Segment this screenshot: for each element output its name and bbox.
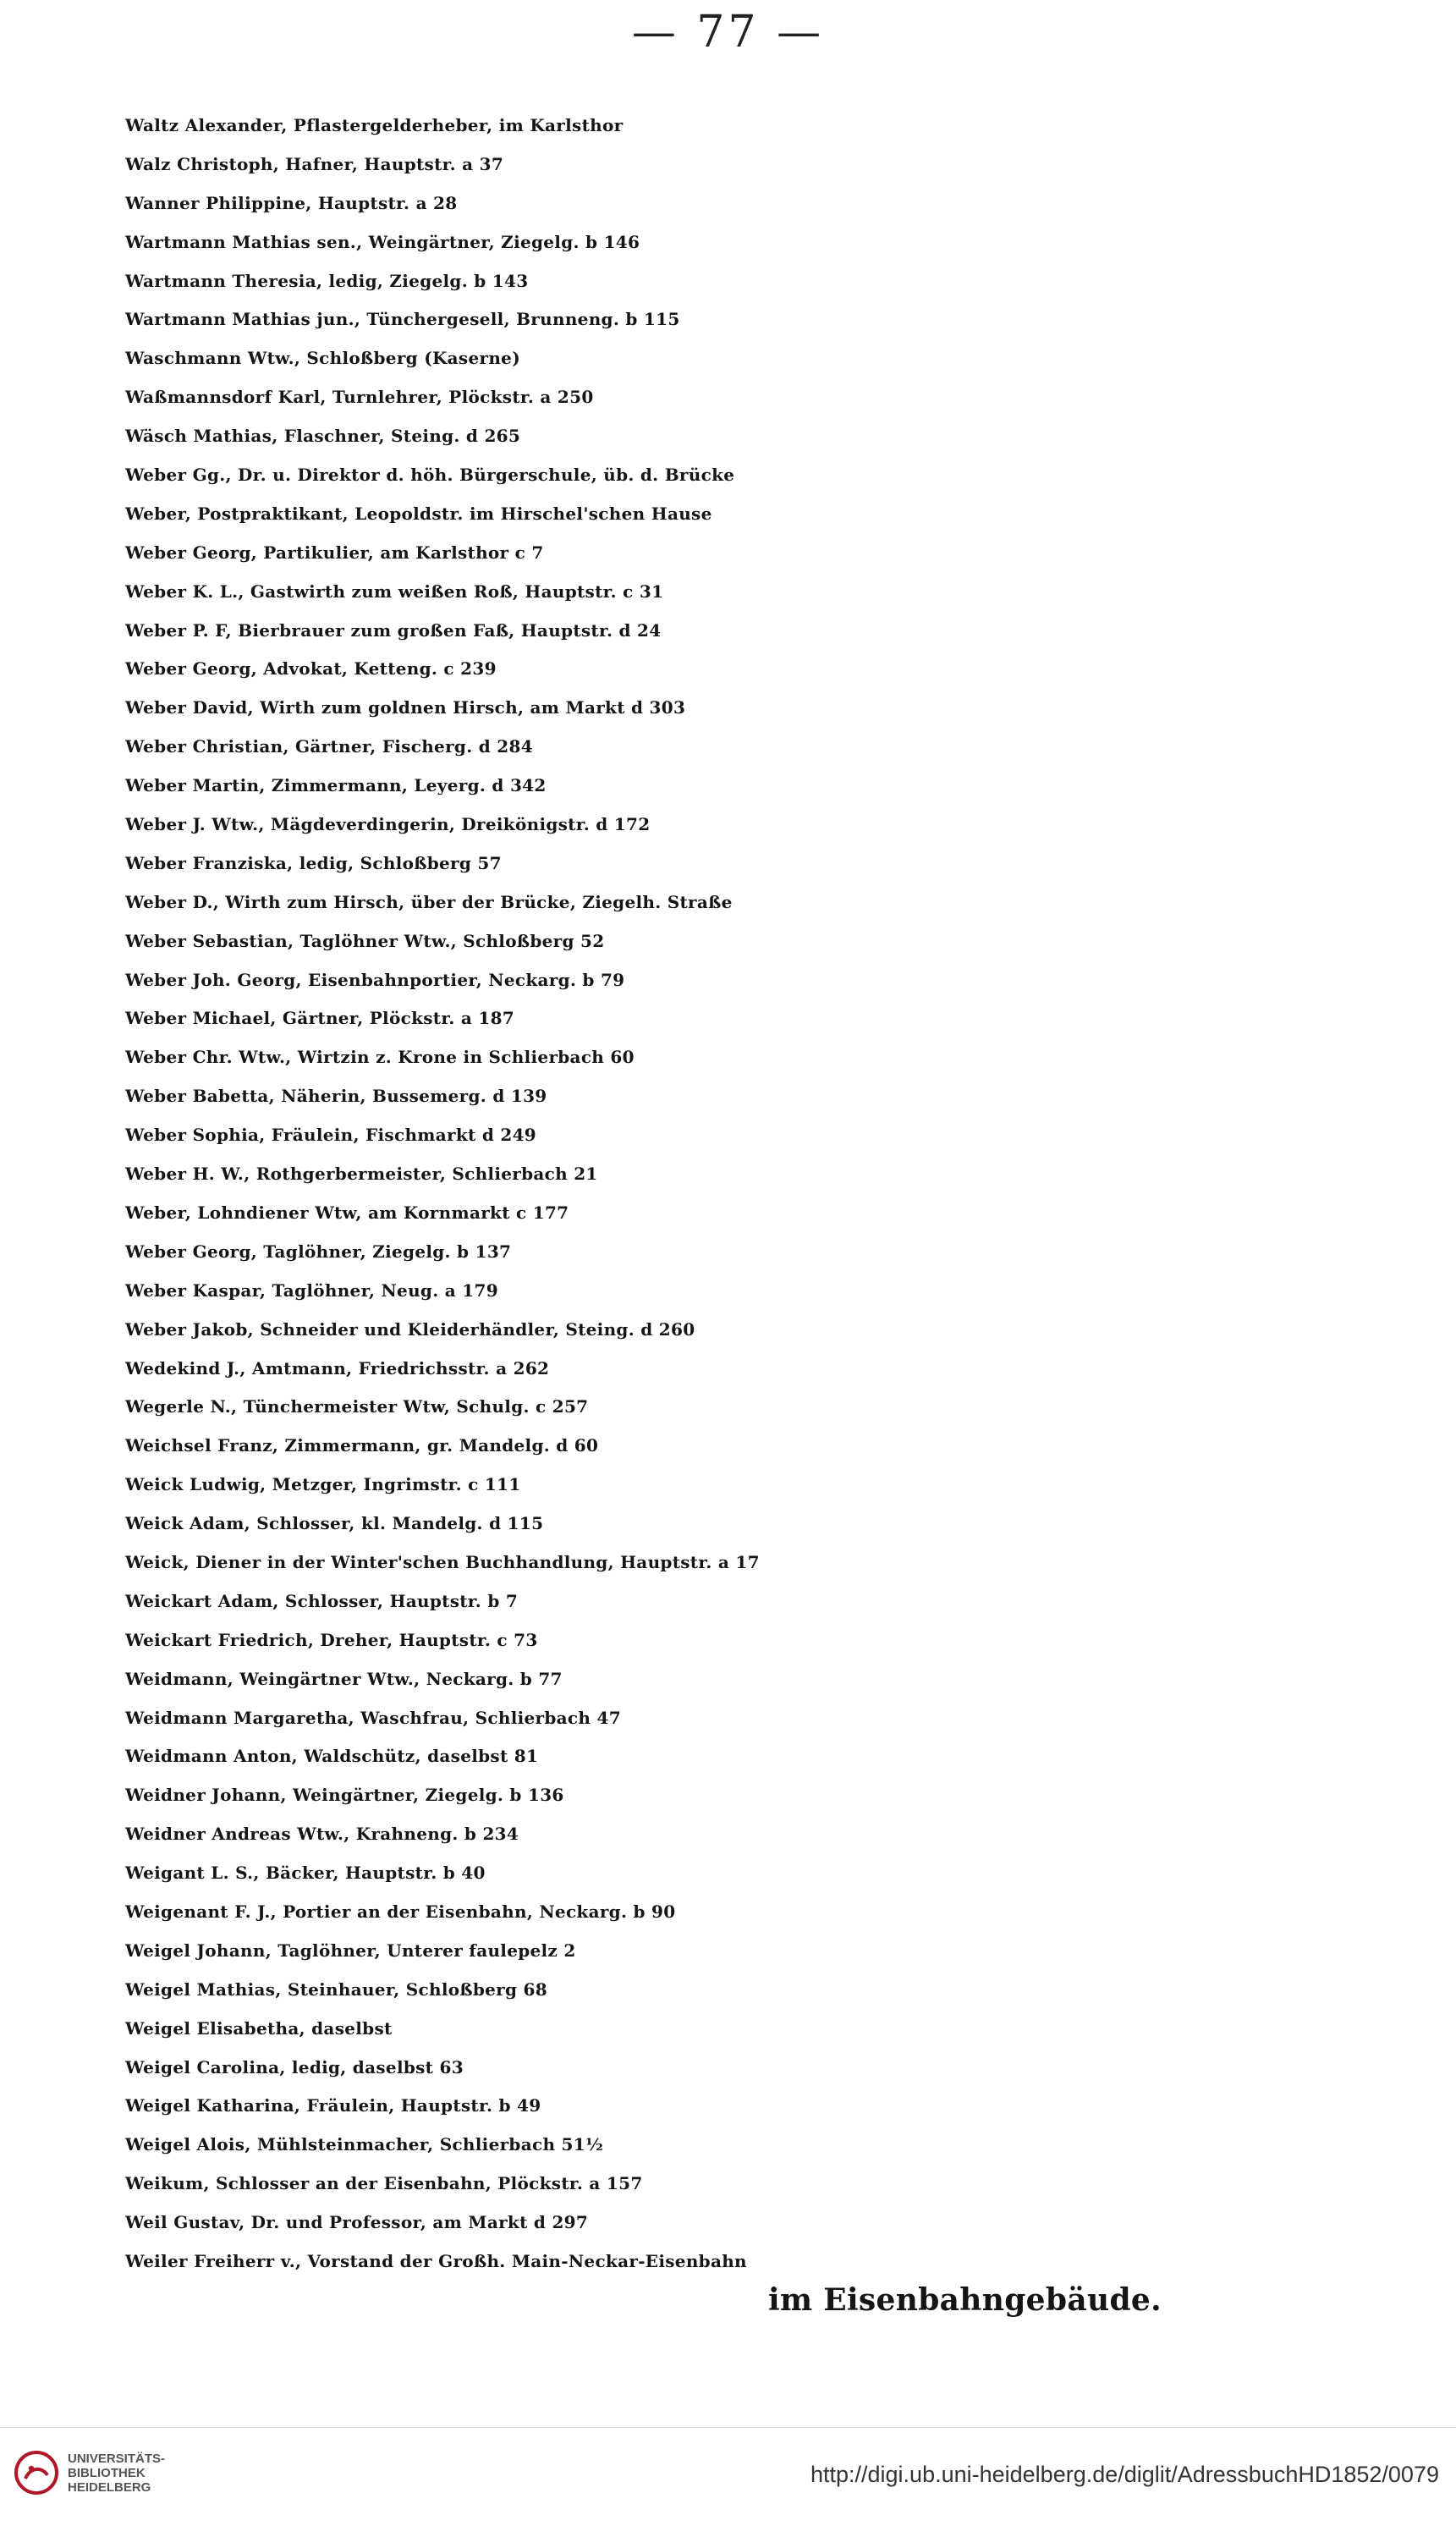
- directory-entry: Weigel Katharina, Fräulein, Hauptstr. b 49: [125, 2095, 541, 2116]
- directory-entry: Weick Adam, Schlosser, kl. Mandelg. d 115: [125, 1513, 544, 1534]
- directory-entry: Weber Jakob, Schneider und Kleiderhändler, Steing. d 260: [125, 1318, 695, 1340]
- library-name-line-1: UNIVERSITÄTS-: [68, 2451, 166, 2466]
- footer-bar: [0, 2427, 1456, 2537]
- directory-entry: Weber K. L., Gastwirth zum weißen Roß, Hauptstr. c 31: [125, 581, 664, 602]
- directory-entry: Weigenant F. J., Portier an der Eisenbahn, Neckarg. b 90: [125, 1901, 676, 1922]
- directory-entry: Weber Georg, Advokat, Ketteng. c 239: [125, 658, 497, 680]
- directory-entry: Weber, Postpraktikant, Leopoldstr. im Hirschel'schen Hause: [125, 503, 712, 524]
- source-url-link[interactable]: http://digi.ub.uni-heidelberg.de/diglit/AdressbuchHD1852/0079: [810, 2462, 1439, 2487]
- directory-entry: Weil Gustav, Dr. und Professor, am Markt d 297: [125, 2212, 589, 2233]
- directory-entry: Weigel Alois, Mühlsteinmacher, Schlierbach 51½: [125, 2134, 604, 2155]
- directory-entry: Weigel Carolina, ledig, daselbst 63: [125, 2056, 464, 2077]
- directory-entry: Weidner Johann, Weingärtner, Ziegelg. b 136: [125, 1785, 564, 1806]
- directory-entry: Weber D., Wirth zum Hirsch, über der Brücke, Ziegelh. Straße: [125, 891, 733, 912]
- directory-entry: Weidmann Anton, Waldschütz, daselbst 81: [125, 1746, 539, 1767]
- directory-entry: Weber J. Wtw., Mägdeverdingerin, Dreikönigstr. d 172: [125, 814, 651, 835]
- library-logo[interactable]: [14, 2450, 165, 2496]
- directory-entry: Weichsel Franz, Zimmermann, gr. Mandelg. d 60: [125, 1435, 599, 1456]
- directory-entry: Weber Joh. Georg, Eisenbahnportier, Neckarg. b 79: [125, 969, 625, 990]
- address-entries: [125, 107, 1352, 2320]
- directory-entry: Weber Sebastian, Taglöhner Wtw., Schloßberg 52: [125, 930, 605, 951]
- directory-entry: Wäsch Mathias, Flaschner, Steing. d 265: [125, 426, 521, 447]
- directory-entry: Weber P. F, Bierbrauer zum großen Faß, Hauptstr. d 24: [125, 619, 662, 641]
- directory-entry: Weigel Mathias, Steinhauer, Schloßberg 68: [125, 1978, 547, 2000]
- library-logo-icon: [14, 2450, 59, 2496]
- page-number: — 77 —: [631, 7, 825, 58]
- directory-entry: Weber Franziska, ledig, Schloßberg 57: [125, 852, 502, 873]
- directory-entry: Weigel Elisabetha, daselbst: [125, 2017, 393, 2039]
- directory-entry: Weidner Andreas Wtw., Krahneng. b 234: [125, 1824, 519, 1845]
- library-name-line-3: HEIDELBERG: [68, 2479, 151, 2495]
- directory-entry: Weber David, Wirth zum goldnen Hirsch, am Markt d 303: [125, 697, 686, 718]
- directory-entry: Weber Georg, Partikulier, am Karlsthor c 7: [125, 542, 544, 563]
- directory-entry: Weber Chr. Wtw., Wirtzin z. Krone in Schlierbach 60: [125, 1047, 635, 1068]
- directory-entry: Waßmannsdorf Karl, Turnlehrer, Plöckstr. a 250: [125, 387, 594, 408]
- directory-entry: Weigel Johann, Taglöhner, Unterer faulepelz 2: [125, 1940, 576, 1961]
- directory-entry: Wartmann Mathias jun., Tünchergesell, Brunneng. b 115: [125, 309, 680, 330]
- library-name: [68, 2452, 165, 2495]
- directory-entry: Wedekind J., Amtmann, Friedrichsstr. a 262: [125, 1357, 550, 1379]
- directory-entry: Weickart Friedrich, Dreher, Hauptstr. c 73: [125, 1629, 538, 1650]
- directory-entry: Weber Kaspar, Taglöhner, Neug. a 179: [125, 1280, 498, 1301]
- directory-entry: Weber H. W., Rothgerbermeister, Schlierbach 21: [125, 1164, 598, 1185]
- directory-entry: Weber Michael, Gärtner, Plöckstr. a 187: [125, 1008, 515, 1029]
- directory-entry: Weber Sophia, Fräulein, Fischmarkt d 249: [125, 1125, 537, 1146]
- directory-entry: Walz Christoph, Hafner, Hauptstr. a 37: [125, 153, 504, 174]
- directory-entry: Weick Ludwig, Metzger, Ingrimstr. c 111: [125, 1474, 521, 1495]
- directory-entry: Wartmann Theresia, ledig, Ziegelg. b 143: [125, 270, 529, 291]
- directory-entry: Waltz Alexander, Pflastergelderheber, im Karlsthor: [125, 115, 624, 135]
- library-name-line-2: BIBLIOTHEK: [68, 2465, 146, 2480]
- directory-entry: Weidmann Margaretha, Waschfrau, Schlierbach 47: [125, 1707, 621, 1728]
- directory-entry: Weber Babetta, Näherin, Bussemerg. d 139: [125, 1086, 547, 1107]
- directory-entry: Weiler Freiherr v., Vorstand der Großh. Main-Neckar-Eisenbahn: [125, 2250, 747, 2271]
- directory-entry: Weber Christian, Gärtner, Fischerg. d 284: [125, 736, 533, 757]
- directory-entry: Weidmann, Weingärtner Wtw., Neckarg. b 77: [125, 1668, 563, 1689]
- directory-entry: Weber Gg., Dr. u. Direktor d. höh. Bürgerschule, üb. d. Brücke: [125, 465, 735, 486]
- directory-entry: Weigant L. S., Bäcker, Hauptstr. b 40: [125, 1863, 486, 1884]
- directory-entry: Weber Martin, Zimmermann, Leyerg. d 342: [125, 775, 547, 796]
- directory-entry: Waschmann Wtw., Schloßberg (Kaserne): [125, 348, 520, 369]
- directory-entry: Weikum, Schlosser an der Eisenbahn, Plöckstr. a 157: [125, 2173, 643, 2194]
- directory-entry: Wartmann Mathias sen., Weingärtner, Ziegelg. b 146: [125, 231, 640, 252]
- directory-entry: Wegerle N., Tünchermeister Wtw, Schulg. c 257: [125, 1396, 589, 1417]
- directory-entry: Wanner Philippine, Hauptstr. a 28: [125, 192, 458, 213]
- directory-entry: Weick, Diener in der Winter'schen Buchhandlung, Hauptstr. a 17: [125, 1551, 760, 1572]
- directory-entry: Weber, Lohndiener Wtw, am Kornmarkt c 177: [125, 1202, 569, 1223]
- directory-entry: im Eisenbahngebäude.: [768, 2281, 1162, 2318]
- directory-entry: Weber Georg, Taglöhner, Ziegelg. b 137: [125, 1241, 512, 1262]
- directory-entry: Weickart Adam, Schlosser, Hauptstr. b 7: [125, 1590, 519, 1611]
